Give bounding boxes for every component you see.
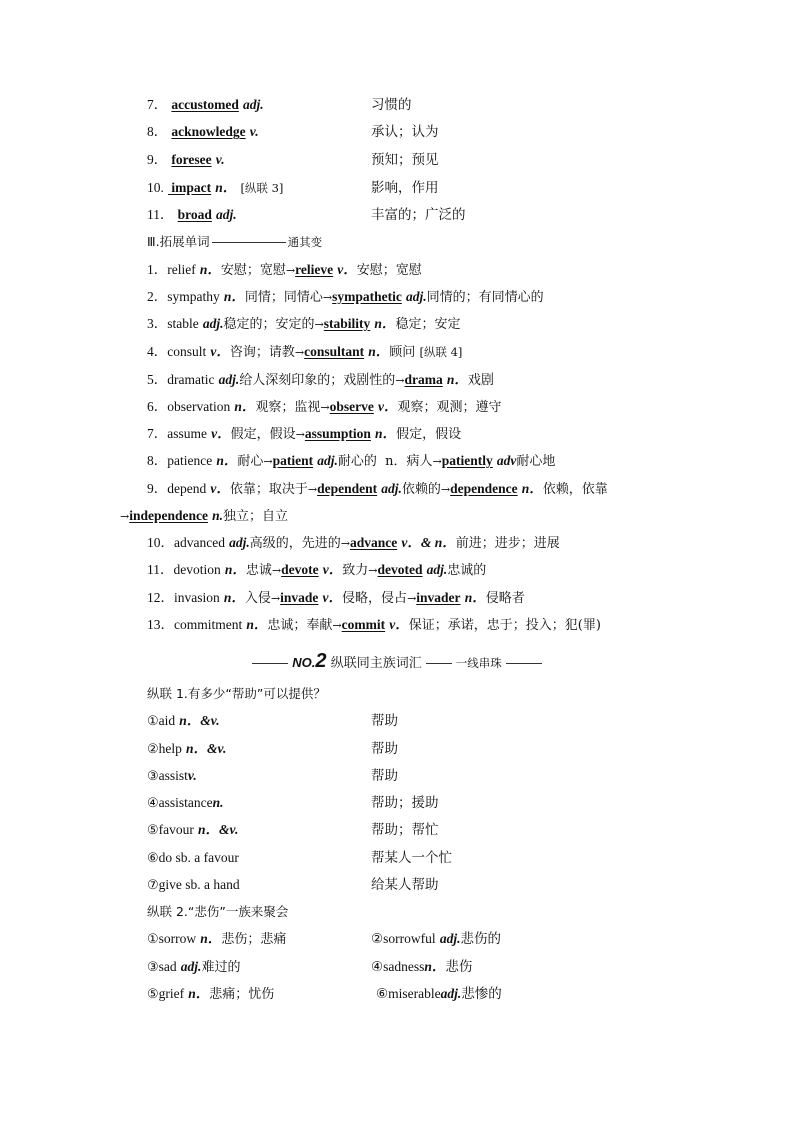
banner-subtitle: 一线串珠 bbox=[455, 656, 502, 670]
base-meaning: 稳定的；安定的 bbox=[223, 317, 315, 332]
part-of-speech: n． bbox=[424, 959, 446, 974]
derived-meaning: 致力 bbox=[342, 563, 369, 578]
part-of-speech: adj. bbox=[440, 986, 462, 1001]
list-item bbox=[147, 821, 439, 840]
item-number: 10． bbox=[147, 535, 174, 550]
base-meaning: 高级的，先进的 bbox=[249, 536, 341, 551]
item-marker: ② bbox=[371, 931, 384, 947]
banner-rule bbox=[252, 663, 288, 664]
vocab-word: impact bbox=[168, 180, 212, 195]
item-marker: ① bbox=[147, 714, 159, 729]
vocab-meaning: 预知；预见 bbox=[371, 152, 439, 168]
base-meaning: 假定，假设 bbox=[230, 427, 296, 442]
derived-meaning: 安慰；宽慰 bbox=[356, 263, 422, 278]
expand-row bbox=[147, 452, 555, 471]
base-word: stable bbox=[167, 316, 199, 331]
derived-meaning: 顾问 bbox=[389, 345, 416, 360]
item-number: 1． bbox=[147, 262, 168, 277]
group-title: 纵联 2.“悲伤”一族来聚会 bbox=[147, 904, 289, 919]
part-of-speech: n. bbox=[212, 508, 224, 523]
derived-meaning: 同情的；有同情心的 bbox=[426, 290, 544, 305]
base-word: observation bbox=[167, 399, 231, 414]
list-item bbox=[147, 794, 439, 813]
part-of-speech: n．&v. bbox=[186, 741, 227, 756]
vocab-word: foresee bbox=[171, 152, 212, 167]
arrow-icon: → bbox=[322, 291, 333, 304]
list-item bbox=[147, 767, 398, 786]
part-of-speech: v． bbox=[337, 262, 357, 277]
expand-row bbox=[147, 288, 544, 307]
item-number: 10. bbox=[147, 180, 164, 195]
base-word: dramatic bbox=[167, 372, 215, 387]
arrow-icon: → bbox=[395, 374, 405, 387]
list-item bbox=[147, 849, 452, 868]
part-of-speech: n． bbox=[446, 372, 468, 387]
derived-meaning: 侵略者 bbox=[485, 591, 525, 606]
item-number: 2． bbox=[147, 289, 168, 304]
derived-word: assumption bbox=[304, 426, 371, 441]
part-of-speech: n. bbox=[212, 795, 224, 810]
vocab-row bbox=[147, 179, 439, 198]
arrow-icon: → bbox=[432, 455, 442, 468]
vocab-word: assist bbox=[158, 768, 188, 783]
list-row bbox=[147, 930, 502, 949]
item-marker: ④ bbox=[147, 796, 159, 811]
vocab-meaning: 丰富的；广泛的 bbox=[371, 207, 466, 223]
list-item bbox=[147, 712, 398, 731]
part-of-speech: n． bbox=[464, 590, 486, 605]
arrow-icon: → bbox=[314, 318, 324, 331]
part-of-speech: adj. bbox=[243, 97, 264, 112]
part-of-speech: n． bbox=[234, 399, 256, 414]
section-tail: 通其变 bbox=[287, 235, 323, 249]
item-marker: ④ bbox=[371, 959, 384, 975]
part-of-speech: n． bbox=[223, 289, 245, 304]
item-number: 8． bbox=[147, 124, 168, 139]
expand-row bbox=[147, 425, 461, 444]
vocab-meaning: 悲痛；忧伤 bbox=[209, 987, 275, 1002]
derived-word: invade bbox=[280, 590, 319, 605]
derived-meaning: 保证；承诺，忠于；投入；犯(罪) bbox=[408, 618, 601, 633]
vocab-word: broad bbox=[177, 207, 212, 222]
derived-word: observe bbox=[329, 399, 374, 414]
item-number: 13． bbox=[147, 617, 174, 632]
part-of-speech: v．& n． bbox=[401, 535, 456, 550]
item-marker: ① bbox=[147, 932, 159, 947]
vocab-meaning: 悲惨的 bbox=[461, 986, 502, 1002]
derived-word: dependent bbox=[317, 481, 378, 496]
base-meaning: 同情；同情心 bbox=[244, 290, 323, 305]
item-marker: ⑤ bbox=[147, 823, 159, 838]
vocab-row bbox=[147, 206, 466, 225]
vocab-meaning: 帮助；帮忙 bbox=[371, 822, 439, 838]
part-of-speech: adj. bbox=[317, 453, 338, 468]
vocab-word: help bbox=[158, 741, 182, 756]
item-number: 4． bbox=[147, 344, 168, 359]
derived-word: devoted bbox=[377, 562, 423, 577]
expand-row bbox=[147, 589, 525, 608]
list-item bbox=[147, 876, 439, 895]
arrow-icon: → bbox=[295, 428, 305, 441]
arrow-icon: → bbox=[332, 619, 342, 632]
expand-row bbox=[147, 343, 462, 362]
part-of-speech: n． bbox=[200, 931, 222, 946]
part-of-speech: n． bbox=[199, 262, 221, 277]
derived-meaning: 假定，假设 bbox=[396, 427, 462, 442]
part-of-speech: adj. bbox=[381, 481, 402, 496]
part-of-speech: n．&v. bbox=[179, 713, 220, 728]
derived-meaning: 观察；观测；遵守 bbox=[397, 400, 502, 415]
vocab-row bbox=[147, 96, 412, 115]
base-meaning: 忠诚 bbox=[245, 563, 272, 578]
base-word: depend bbox=[167, 481, 207, 496]
arrow-icon: → bbox=[263, 455, 273, 468]
arrow-icon: → bbox=[407, 592, 417, 605]
vocab-word: sorrow bbox=[158, 931, 197, 946]
vocab-meaning: 给某人帮助 bbox=[371, 877, 439, 893]
vocab-word: miserable bbox=[388, 986, 441, 1001]
base-meaning: 耐心 bbox=[237, 454, 264, 469]
base-meaning: 忠诚；奉献 bbox=[267, 618, 333, 633]
derived-word: consultant bbox=[304, 344, 365, 359]
part-of-speech: v． bbox=[210, 344, 230, 359]
banner-rule bbox=[426, 663, 452, 664]
base-word: patience bbox=[167, 453, 213, 468]
arrow-icon: → bbox=[271, 564, 282, 577]
list-row bbox=[147, 958, 473, 977]
derived-word: devote bbox=[281, 562, 319, 577]
derived-word: patient bbox=[272, 453, 314, 468]
part-of-speech: v． bbox=[378, 399, 398, 414]
item-number: 12． bbox=[147, 590, 174, 605]
vocab-meaning: 帮助 bbox=[371, 768, 398, 784]
banner-number bbox=[292, 650, 327, 672]
arrow-icon: → bbox=[340, 537, 350, 550]
base-meaning: 给人深刻印象的；戏剧性的 bbox=[239, 373, 396, 388]
banner-rule bbox=[506, 663, 542, 664]
part-of-speech: adj. bbox=[406, 289, 427, 304]
item-number: 6． bbox=[147, 399, 168, 414]
derived-meaning: 忠诚的 bbox=[447, 563, 487, 578]
vocab-meaning: 悲伤；悲痛 bbox=[221, 932, 287, 947]
vocab-word: sad bbox=[158, 959, 177, 974]
base-word: invasion bbox=[174, 590, 220, 605]
base-meaning: 依靠；取决于 bbox=[229, 482, 308, 497]
derived-word: drama bbox=[404, 372, 443, 387]
vocab-meaning: 悲伤 bbox=[445, 959, 473, 975]
part-of-speech: n． bbox=[188, 986, 210, 1001]
arrow-icon: → bbox=[120, 510, 130, 523]
vocab-word: grief bbox=[158, 986, 185, 1001]
vocab-row bbox=[147, 151, 439, 170]
vocab-meaning: 帮助；援助 bbox=[371, 795, 439, 811]
derived-meaning: 戏剧 bbox=[467, 373, 494, 388]
part-of-speech: v． bbox=[211, 426, 231, 441]
vocab-word: accustomed bbox=[171, 97, 239, 112]
expand-row bbox=[147, 398, 502, 417]
item-number: 9． bbox=[147, 152, 168, 167]
part-of-speech: n． bbox=[224, 562, 246, 577]
expand-row-continuation bbox=[120, 507, 288, 526]
derived-word: commit bbox=[341, 617, 386, 632]
item-marker: ⑦ bbox=[147, 878, 159, 893]
vocab-meaning: 习惯的 bbox=[371, 97, 412, 113]
item-marker: ⑥ bbox=[147, 851, 159, 866]
banner-no-label: NO. bbox=[292, 655, 316, 670]
part-of-speech: n． bbox=[215, 180, 237, 195]
vocab-meaning: 难过的 bbox=[201, 960, 241, 975]
derived-meaning: 前进；进步；进展 bbox=[455, 536, 560, 551]
part-of-speech: v. bbox=[249, 124, 259, 139]
derived-word: independence bbox=[129, 508, 208, 523]
list-item bbox=[147, 740, 398, 759]
part-of-speech: v． bbox=[322, 562, 343, 577]
expand-row bbox=[147, 534, 560, 553]
derived-meaning: 耐心地 bbox=[516, 454, 556, 469]
part-of-speech: adj. bbox=[439, 931, 461, 946]
derived-word: dependence bbox=[450, 481, 518, 496]
item-number: 11． bbox=[147, 562, 174, 577]
part-of-speech: v. bbox=[187, 768, 197, 783]
vocab-word: aid bbox=[158, 713, 176, 728]
derived-meaning: 依赖，依靠 bbox=[542, 482, 608, 497]
vocab-meaning: 悲伤的 bbox=[460, 931, 502, 947]
part-of-speech: adj. bbox=[229, 535, 250, 550]
item-marker: ⑤ bbox=[147, 987, 159, 1002]
derived-meaning: 侵略，侵占 bbox=[342, 591, 408, 606]
arrow-icon: → bbox=[294, 346, 305, 359]
vocab-phrase: give sb. a hand bbox=[158, 877, 240, 892]
part-of-speech: v． bbox=[389, 617, 409, 632]
arrow-icon: → bbox=[270, 592, 281, 605]
vocab-word: assistance bbox=[158, 795, 213, 810]
arrow-icon: → bbox=[285, 264, 296, 277]
vocab-phrase: do sb. a favour bbox=[158, 850, 239, 865]
part-of-speech: n． bbox=[216, 453, 238, 468]
part-of-speech: n． bbox=[368, 344, 390, 359]
item-marker: ⑥ bbox=[376, 986, 389, 1002]
group-title: 纵联 1.有多少“帮助”可以提供？ bbox=[147, 686, 326, 701]
part-of-speech: v． bbox=[210, 481, 230, 496]
item-number: 7． bbox=[147, 97, 168, 112]
part-of-speech: n． bbox=[374, 316, 396, 331]
derived-word: invader bbox=[416, 590, 461, 605]
derived-word: stability bbox=[323, 316, 371, 331]
vocab-meaning: 帮某人一个忙 bbox=[371, 850, 452, 866]
section-banner bbox=[0, 650, 794, 674]
vocab-word: acknowledge bbox=[171, 124, 246, 139]
arrow-icon: → bbox=[440, 483, 451, 496]
item-marker: ③ bbox=[147, 769, 159, 784]
item-marker: ② bbox=[147, 742, 159, 757]
expand-row bbox=[147, 561, 486, 580]
section-title: Ⅲ.拓展单词 bbox=[147, 234, 210, 249]
arrow-icon: → bbox=[368, 564, 378, 577]
section-heading bbox=[147, 233, 322, 251]
part-of-speech: n．&v. bbox=[198, 822, 239, 837]
derived-word: relieve bbox=[295, 262, 334, 277]
base-meaning: 安慰；宽慰 bbox=[220, 263, 286, 278]
part-of-speech: adj. bbox=[216, 207, 237, 222]
part-of-speech: n． bbox=[521, 481, 543, 496]
list-row bbox=[147, 985, 502, 1004]
part-of-speech: adj. bbox=[180, 959, 202, 974]
derived-meaning: 耐心的 n．病人 bbox=[337, 454, 433, 469]
item-number: 5． bbox=[147, 372, 168, 387]
item-number: 9． bbox=[147, 481, 168, 496]
part-of-speech: adj. bbox=[426, 562, 448, 577]
part-of-speech: adj. bbox=[202, 316, 224, 331]
heading-rule bbox=[212, 242, 286, 243]
base-meaning: 咨询；请教 bbox=[229, 345, 295, 360]
base-word: commitment bbox=[174, 617, 243, 632]
part-of-speech: adv bbox=[496, 453, 517, 468]
base-word: sympathy bbox=[167, 289, 220, 304]
expand-row bbox=[147, 616, 601, 635]
arrow-icon: → bbox=[307, 483, 318, 496]
expand-row bbox=[147, 261, 422, 280]
vocab-row bbox=[147, 123, 439, 142]
vocab-meaning: 帮助 bbox=[371, 713, 398, 729]
cross-reference-note: [纵联 4] bbox=[419, 345, 463, 359]
item-number: 8． bbox=[147, 453, 168, 468]
derived-meaning: 稳定；安定 bbox=[395, 317, 461, 332]
base-word: devotion bbox=[173, 562, 221, 577]
derived-word: sympathetic bbox=[332, 289, 402, 304]
vocab-word: sadness bbox=[383, 959, 425, 974]
vocab-word: sorrowful bbox=[383, 931, 436, 946]
cross-reference-note: [纵联 3] bbox=[240, 181, 284, 195]
expand-row bbox=[147, 371, 494, 390]
base-meaning: 观察；监视 bbox=[255, 400, 321, 415]
item-number: 11． bbox=[147, 207, 174, 222]
vocab-meaning: 影响，作用 bbox=[371, 180, 439, 196]
derived-word: patiently bbox=[441, 453, 493, 468]
part-of-speech: adj. bbox=[218, 372, 240, 387]
derived-meaning: 依赖的 bbox=[401, 482, 441, 497]
base-word: assume bbox=[167, 426, 207, 441]
item-number: 3． bbox=[147, 316, 168, 331]
vocab-meaning: 帮助 bbox=[371, 741, 398, 757]
vocab-word: favour bbox=[158, 822, 194, 837]
part-of-speech: v. bbox=[215, 152, 225, 167]
banner-title: 纵联同主族词汇 bbox=[330, 656, 422, 671]
derived-word: advance bbox=[349, 535, 398, 550]
item-number: 7． bbox=[147, 426, 168, 441]
part-of-speech: n． bbox=[223, 590, 245, 605]
expand-row bbox=[147, 315, 460, 334]
banner-no-digit: 2 bbox=[315, 650, 327, 672]
part-of-speech: n． bbox=[375, 426, 397, 441]
expand-row bbox=[147, 480, 608, 499]
base-word: consult bbox=[167, 344, 207, 359]
item-marker: ③ bbox=[147, 960, 159, 975]
base-meaning: 入侵 bbox=[244, 591, 271, 606]
vocab-meaning: 承认；认为 bbox=[371, 124, 439, 140]
derived-meaning: 独立；自立 bbox=[223, 509, 289, 524]
part-of-speech: v． bbox=[322, 590, 343, 605]
arrow-icon: → bbox=[320, 401, 330, 414]
base-word: relief bbox=[167, 262, 196, 277]
part-of-speech: n． bbox=[246, 617, 268, 632]
base-word: advanced bbox=[174, 535, 225, 550]
